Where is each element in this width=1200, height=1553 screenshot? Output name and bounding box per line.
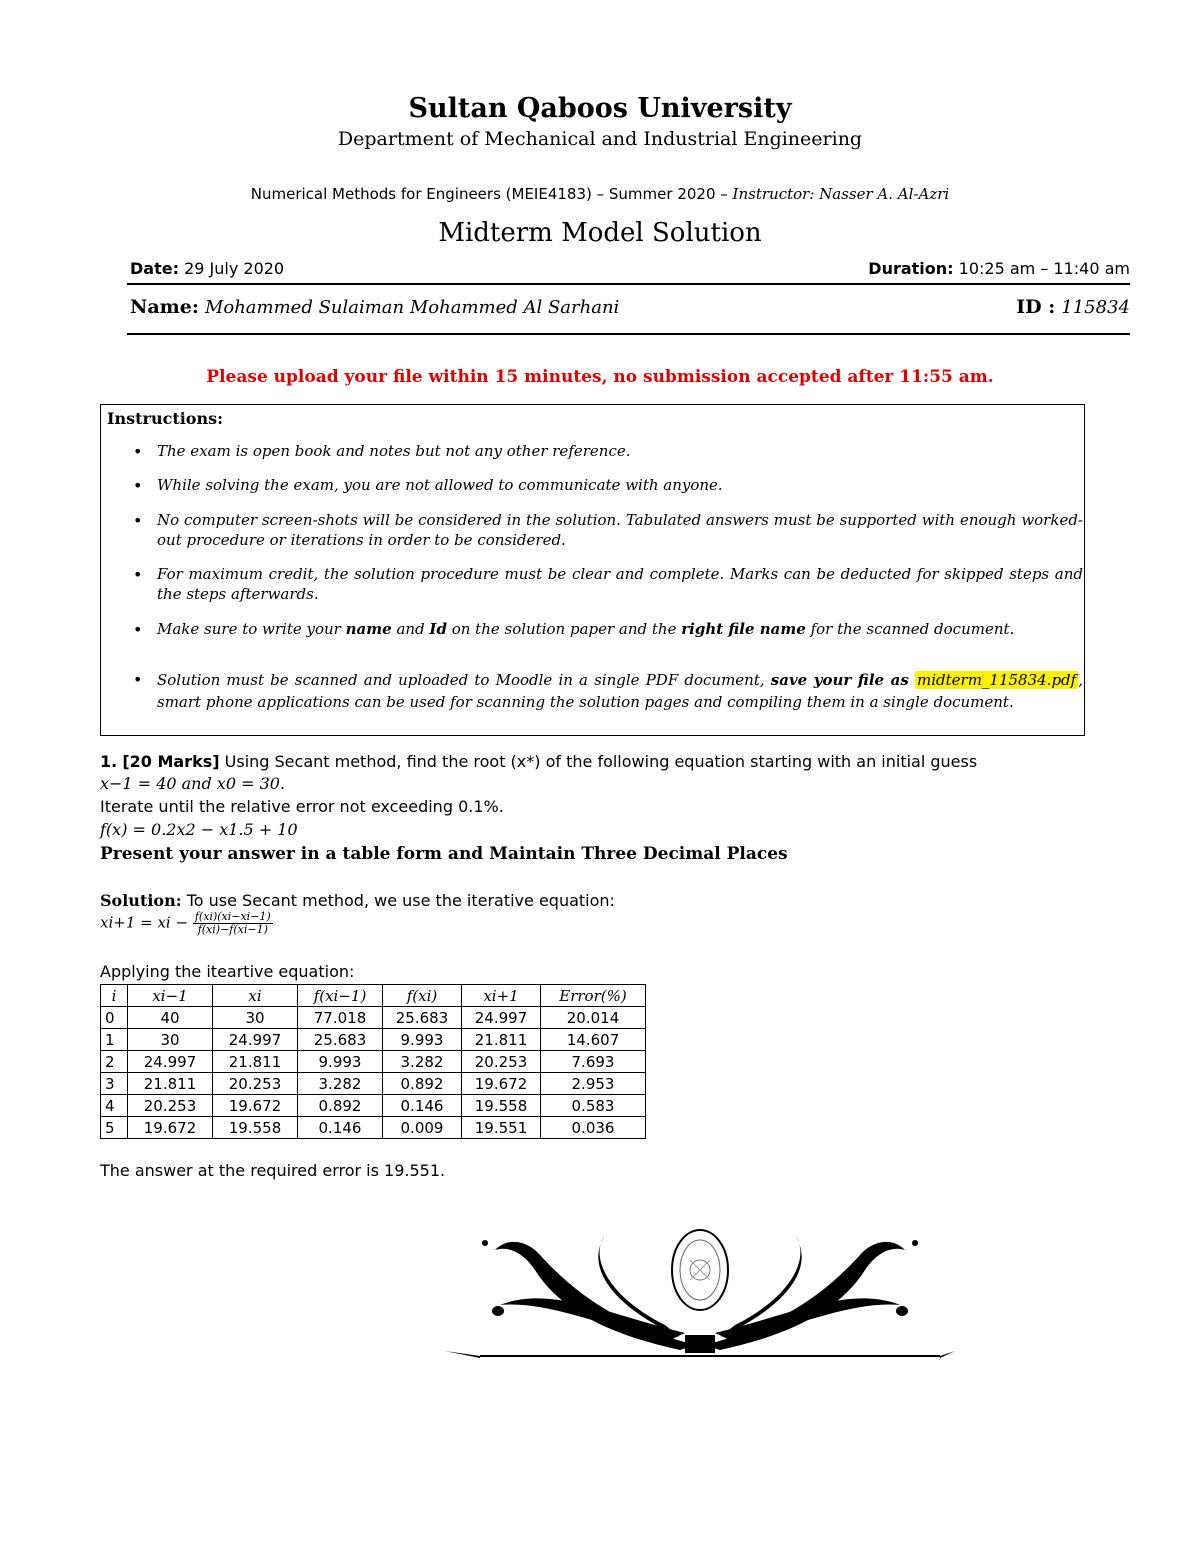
table-cell: 1 — [101, 1029, 128, 1051]
table-cell: 19.672 — [462, 1073, 541, 1095]
instructions-heading: Instructions: — [107, 409, 224, 428]
table-cell: 77.018 — [298, 1007, 383, 1029]
table-header: i — [101, 985, 128, 1007]
table-cell: 24.997 — [213, 1029, 298, 1051]
table-header: xi−1 — [128, 985, 213, 1007]
table-cell: 7.693 — [541, 1051, 646, 1073]
instructor-label: Instructor: — [732, 185, 815, 203]
header-divider-bottom — [127, 333, 1130, 335]
table-cell: 21.811 — [462, 1029, 541, 1051]
table-cell: 20.253 — [213, 1073, 298, 1095]
equation-fraction — [193, 911, 273, 936]
table-cell: 19.558 — [213, 1117, 298, 1139]
instruction-bold: Id — [429, 620, 447, 638]
table-header: Error(%) — [541, 985, 646, 1007]
instruction-bold: name — [345, 620, 392, 638]
table-cell: 0 — [101, 1007, 128, 1029]
table-cell: 3.282 — [298, 1073, 383, 1095]
id-label: ID : — [1016, 296, 1056, 318]
duration-label: Duration: — [868, 259, 954, 278]
table-header: f(xi−1) — [298, 985, 383, 1007]
table-cell: 24.997 — [128, 1051, 213, 1073]
table-cell: 5 — [101, 1117, 128, 1139]
instruction-bold: right file name — [681, 620, 806, 638]
equation-lhs: xi+1 = xi − — [100, 913, 189, 932]
table-row — [101, 1007, 646, 1029]
course-line — [0, 185, 1200, 203]
table-cell: 25.683 — [298, 1029, 383, 1051]
table-cell: 14.607 — [541, 1029, 646, 1051]
instruction-item: No computer screen-shots will be considered in the solution. Tabulated answers must be supported with enough worked-out procedure or iterations in order to be considered. — [157, 511, 1083, 549]
iterative-equation — [100, 911, 273, 936]
table-cell: 9.993 — [298, 1051, 383, 1073]
date-label: Date: — [130, 259, 179, 278]
table-cell: 21.811 — [213, 1051, 298, 1073]
instruction-text: and — [391, 620, 430, 638]
bullet-icon: • — [133, 620, 143, 639]
table-cell: 25.683 — [383, 1007, 462, 1029]
name-line — [130, 296, 619, 318]
applying-text: Applying the iteartive equation: — [100, 962, 355, 981]
ornament-baseline — [445, 1335, 955, 1358]
department-name: Department of Mechanical and Industrial Engineering — [337, 128, 863, 150]
fraction-denominator: f(xi)−f(xi−1) — [197, 923, 268, 936]
table-cell: 20.014 — [541, 1007, 646, 1029]
table-header-row — [101, 985, 646, 1007]
id-value: 115834 — [1061, 297, 1130, 318]
university-name: Sultan Qaboos University — [408, 93, 792, 124]
table-header: f(xi) — [383, 985, 462, 1007]
table-cell: 2 — [101, 1051, 128, 1073]
name-label: Name: — [130, 296, 199, 318]
table-row — [101, 1095, 646, 1117]
duration-value: 10:25 am – 11:40 am — [958, 259, 1130, 278]
initial-guesses: x−1 = 40 and x0 = 30. — [100, 774, 286, 793]
table-cell: 0.146 — [298, 1117, 383, 1139]
table-cell: 3.282 — [383, 1051, 462, 1073]
duration-line — [868, 259, 1130, 278]
solution-intro — [100, 891, 615, 910]
table-row — [101, 1029, 646, 1051]
instruction-bold: save your file as — [770, 671, 909, 689]
bullet-icon: • — [133, 476, 143, 495]
bullet-icon: • — [133, 670, 143, 689]
stopping-criterion: Iterate until the relative error not exceeding 0.1%. — [100, 797, 504, 816]
fraction-numerator: f(xi)(xi−xi−1) — [194, 910, 271, 923]
table-cell: 19.672 — [213, 1095, 298, 1117]
instruction-item — [157, 619, 1083, 639]
bullet-icon: • — [133, 442, 143, 461]
table-header: xi — [213, 985, 298, 1007]
table-cell: 19.551 — [462, 1117, 541, 1139]
table-cell: 9.993 — [383, 1029, 462, 1051]
equation: f(x) = 0.2x2 − x1.5 + 10 — [100, 820, 298, 839]
table-cell: 0.583 — [541, 1095, 646, 1117]
table-row — [101, 1117, 646, 1139]
table-cell: 3 — [101, 1073, 128, 1095]
instruction-text: Solution must be scanned and uploaded to Moodle in a single PDF document, — [157, 671, 771, 689]
decorative-ornament — [440, 1215, 960, 1365]
university-emblem-icon — [672, 1230, 728, 1310]
header-divider-top — [127, 283, 1130, 285]
table-cell: 19.672 — [128, 1117, 213, 1139]
page-title: Midterm Model Solution — [438, 218, 762, 248]
upload-notice: Please upload your file within 15 minutes, no submission accepted after 11:55 am. — [206, 367, 994, 387]
instruction-text: for the scanned document. — [805, 620, 1015, 638]
question-text — [100, 750, 1100, 773]
question-marks: [20 Marks] — [122, 752, 220, 771]
instruction-text: on the solution paper and the — [446, 620, 682, 638]
table-row — [101, 1051, 646, 1073]
solution-intro-text: To use Secant method, we use the iterative equation: — [186, 891, 615, 910]
table-cell: 0.009 — [383, 1117, 462, 1139]
table-cell: 30 — [128, 1029, 213, 1051]
instruction-item: While solving the exam, you are not allowed to communicate with anyone. — [157, 476, 723, 494]
instruction-text: Make sure to write your — [157, 620, 346, 638]
instruction-item: For maximum credit, the solution procedure must be clear and complete. Marks can be deducted for skipped steps and the steps afterwards. — [157, 565, 1083, 603]
table-cell: 0.146 — [383, 1095, 462, 1117]
bullet-icon: • — [133, 511, 143, 530]
table-cell: 0.036 — [541, 1117, 646, 1139]
id-line — [1016, 296, 1130, 318]
course-name: Numerical Methods for Engineers (MEIE4183) – Summer 2020 – — [250, 185, 728, 203]
solution-label: Solution: — [100, 891, 182, 910]
table-cell: 24.997 — [462, 1007, 541, 1029]
table-cell: 2.953 — [541, 1073, 646, 1095]
table-cell: 21.811 — [128, 1073, 213, 1095]
conclusion-text: The answer at the required error is 19.551. — [100, 1161, 446, 1180]
question-number: 1. — [100, 752, 118, 771]
table-cell: 4 — [101, 1095, 128, 1117]
results-table — [100, 984, 646, 1139]
table-cell: 20.253 — [128, 1095, 213, 1117]
file-name-highlight: midterm_115834.pdf — [917, 671, 1077, 689]
date-line — [130, 259, 284, 278]
table-cell: 0.892 — [298, 1095, 383, 1117]
instruction-text: , smart phone applications can be used for scanning the solution pages and compiling them in a single document. — [157, 671, 1083, 711]
table-header: xi+1 — [462, 985, 541, 1007]
table-cell: 20.253 — [462, 1051, 541, 1073]
answer-instruction: Present your answer in a table form and Maintain Three Decimal Places — [100, 844, 788, 864]
instructor-name: Nasser A. Al-Azri — [819, 185, 950, 203]
table-row — [101, 1073, 646, 1095]
date-value: 29 July 2020 — [184, 259, 285, 278]
question-body: Using Secant method, find the root (x*) of the following equation starting with an initial guess — [224, 752, 978, 771]
table-cell: 0.892 — [383, 1073, 462, 1095]
bullet-icon: • — [133, 565, 143, 584]
instruction-item: The exam is open book and notes but not any other reference. — [157, 442, 631, 460]
table-cell: 19.558 — [462, 1095, 541, 1117]
table-cell: 40 — [128, 1007, 213, 1029]
name-value: Mohammed Sulaiman Mohammed Al Sarhani — [204, 297, 620, 318]
table-cell: 30 — [213, 1007, 298, 1029]
instruction-item — [157, 669, 1083, 713]
